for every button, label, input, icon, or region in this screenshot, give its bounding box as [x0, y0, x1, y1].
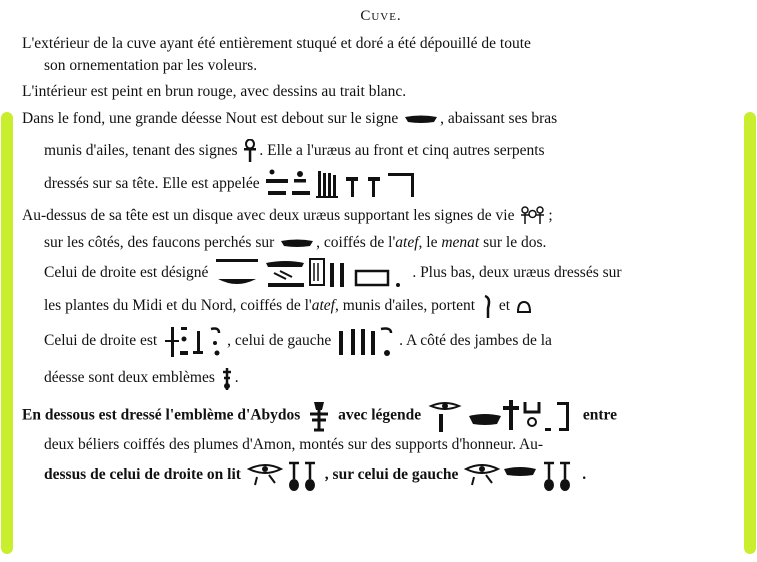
text-segment: . A côté des jambes de la	[399, 332, 552, 350]
text-segment: les plantes du Midi et du Nord, coiffés de l'	[44, 297, 312, 315]
hieroglyph-group-right-name-icon	[163, 325, 225, 359]
text-segment: , coiffés de l'	[316, 234, 396, 251]
text-line-wrap	[22, 289, 740, 322]
hieroglyph-group-right-icon	[214, 257, 410, 289]
text-line: L'extérieur de la cuve ayant été entièrement stuqué et doré a été dépouillé de toute	[22, 35, 531, 52]
text-line-wrap	[22, 229, 740, 256]
paragraph-abydos	[22, 398, 740, 494]
text-line-wrap	[22, 360, 740, 396]
text-segment: Celui de droite est	[44, 332, 158, 350]
text-segment: munis d'ailes, tenant des signes	[44, 142, 238, 159]
text-line-wrap	[22, 256, 740, 289]
basket-glyph-icon	[280, 238, 314, 248]
text-emphasis: atef	[311, 297, 335, 315]
text-line: L'intérieur est peint en brun rouge, avec dessins au trait blanc.	[22, 83, 407, 100]
text-segment: ;	[548, 207, 553, 224]
text-segment: et	[498, 297, 510, 315]
text-segment: . Plus bas, deux uræus dressés sur	[412, 264, 622, 281]
text-segment: , celui de gauche	[227, 332, 332, 350]
ankh-glyph-icon	[243, 139, 257, 163]
text-segment: sur les côtés, des faucons perchés sur	[44, 234, 275, 251]
emblem-glyph-icon	[221, 366, 233, 392]
paragraph-disk	[22, 202, 740, 396]
text-segment: .	[582, 466, 587, 484]
highlight-bar-right	[744, 112, 756, 554]
eye-basket-vases-glyph-icon	[464, 459, 580, 493]
text-segment: En dessous est dressé l'emblème d'Abydos	[22, 407, 301, 424]
text-line-wrap	[22, 456, 740, 494]
text-segment: dessus de celui de droite on lit	[44, 466, 241, 484]
text-segment: dressés sur sa tête. Elle est appelée	[44, 175, 260, 192]
paragraph-exterior	[22, 33, 740, 77]
text-segment: , sur celui de gauche	[324, 466, 459, 484]
text-segment: Celui de droite est désigné	[44, 264, 209, 281]
eye-vases-glyph-icon	[247, 459, 323, 493]
basket-glyph-icon	[404, 114, 438, 124]
text-line-wrap	[22, 167, 740, 200]
text-segment: entre	[582, 407, 618, 424]
hieroglyph-legend-icon	[427, 398, 577, 434]
text-line: deux béliers coiffés des plumes d'Amon, montés sur des supports d'honneur. Au-	[44, 436, 544, 454]
text-segment: .	[234, 369, 239, 387]
text-segment: Au-dessus de sa tête est un disque avec deux uræus supportant les signes de vie	[22, 207, 515, 224]
abydos-emblem-icon	[306, 400, 332, 432]
document-page	[22, 8, 740, 495]
paragraph-nout	[22, 104, 740, 200]
text-segment: Dans le fond, une grande déesse Nout est debout sur le signe	[22, 110, 399, 127]
hieroglyph-group-left-name-icon	[337, 325, 397, 359]
text-line-wrap	[22, 434, 740, 456]
text-segment: avec légende	[338, 407, 422, 424]
paragraph-interior	[22, 81, 740, 103]
text-line-wrap	[22, 134, 740, 167]
text-emphasis: atef	[395, 234, 419, 251]
red-crown-glyph-icon	[516, 300, 532, 314]
text-line-wrap	[22, 322, 740, 360]
ankh-uraeus-group-icon	[520, 206, 546, 226]
text-segment: . Elle a l'uræus au front et cinq autres serpents	[259, 142, 545, 159]
text-line: son ornementation par les voleurs.	[44, 57, 258, 74]
text-segment: , le	[418, 234, 442, 251]
text-emphasis: menat	[441, 234, 480, 251]
highlight-bar-left	[1, 112, 13, 554]
white-crown-glyph-icon	[481, 294, 493, 320]
text-segment: , munis d'ailes, portent	[334, 297, 476, 315]
hieroglyph-group-name-icon	[266, 169, 426, 199]
section-title: Cuve.	[360, 8, 402, 24]
text-segment: , abaissant ses bras	[440, 110, 558, 127]
text-segment: sur le dos.	[479, 234, 547, 251]
text-segment: déesse sont deux emblèmes	[44, 369, 215, 387]
